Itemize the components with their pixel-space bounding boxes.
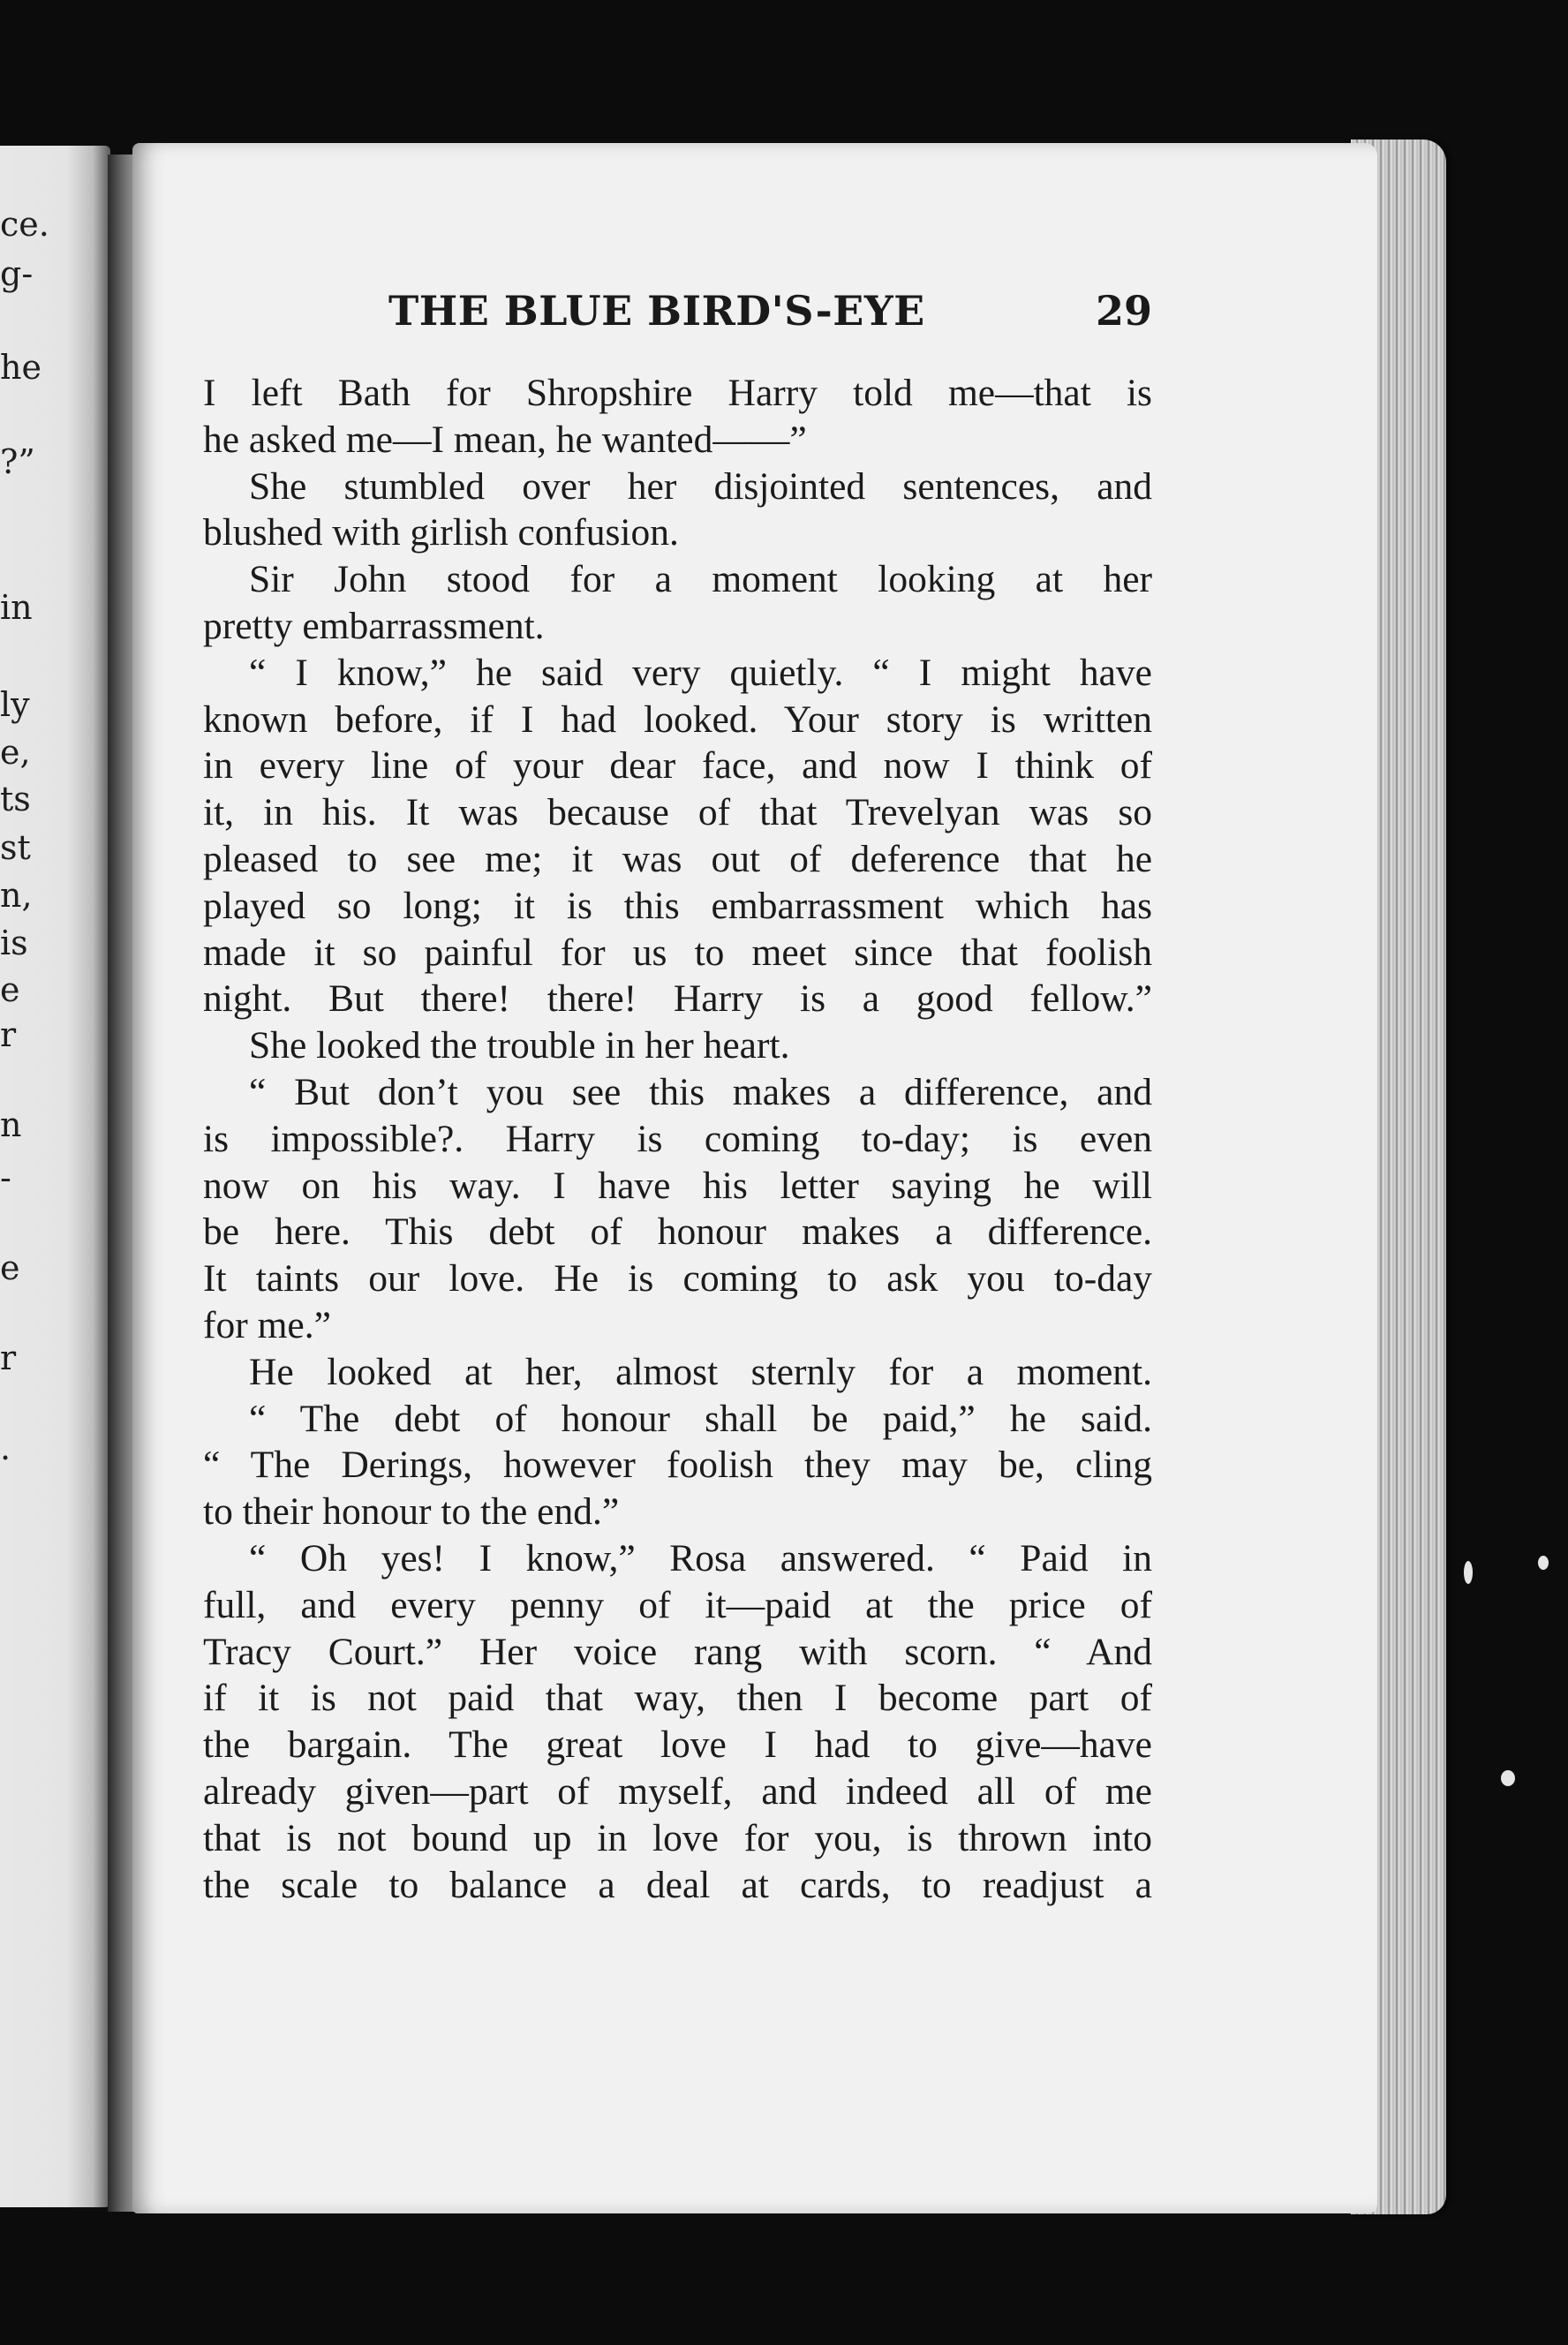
- text-line: to their honour to the end.”: [203, 1490, 620, 1534]
- dust-speck: [1501, 1770, 1515, 1786]
- text-line: She stumbled over her disjointed sentences, and: [249, 464, 1152, 508]
- text-line: Sir John stood for a moment looking at her: [249, 558, 1152, 601]
- previous-page-text-fragments: [0, 146, 110, 2207]
- dust-speck: [1464, 1561, 1473, 1584]
- page-number: 29: [1095, 287, 1152, 335]
- text-line: for me.”: [203, 1303, 331, 1346]
- previous-page-fragment: .: [0, 1428, 11, 1467]
- text-line: known before, if I had looked. Your story is written: [203, 697, 1152, 741]
- text-line: pretty embarrassment.: [203, 604, 545, 647]
- previous-page-fragment: e: [0, 970, 20, 1009]
- text-line: he asked me—I mean, he wanted——”: [203, 418, 807, 461]
- previous-page-fragment: e: [0, 1248, 20, 1287]
- previous-page-fragment: r: [0, 1015, 17, 1054]
- text-line: it, in his. It was because of that Trevelyan was so: [203, 791, 1152, 834]
- text-line: She looked the trouble in her heart.: [249, 1024, 790, 1067]
- text-line: night. But there! there! Harry is a good fellow.”: [203, 977, 1152, 1021]
- text-line: “ I know,” he said very quietly. “ I might have: [249, 651, 1152, 694]
- text-line: the scale to balance a deal at cards, to readjust a: [203, 1863, 1152, 1906]
- page-content: [203, 287, 1152, 1908]
- text-line: that is not bound up in love for you, is thrown into: [203, 1816, 1152, 1859]
- text-line: full, and every penny of it—paid at the price of: [203, 1583, 1152, 1626]
- text-line: now on his way. I have his letter saying he will: [203, 1164, 1152, 1207]
- previous-page-fragment: ts: [0, 780, 31, 819]
- text-line: It taints our love. He is coming to ask you to-day: [203, 1257, 1152, 1301]
- text-line: made it so painful for us to meet since that foolish: [203, 931, 1152, 974]
- previous-page-fragment: ly: [0, 685, 30, 724]
- text-line: “ The debt of honour shall be paid,” he said.: [249, 1397, 1152, 1440]
- text-line: “ But don’t you see this makes a difference, and: [249, 1070, 1152, 1113]
- previous-page-fragment: n,: [0, 875, 33, 915]
- text-line: pleased to see me; it was out of deference that he: [203, 837, 1152, 880]
- previous-page-fragment: r: [0, 1338, 17, 1377]
- text-line: “ The Derings, however foolish they may be, cling: [203, 1444, 1152, 1487]
- text-line: if it is not paid that way, then I become part of: [203, 1677, 1152, 1720]
- text-line: I left Bath for Shropshire Harry told me—that is: [203, 372, 1152, 414]
- text-line: blushed with girlish confusion.: [203, 511, 679, 554]
- previous-page-fragment: he: [0, 347, 41, 387]
- text-line: is impossible?. Harry is coming to-day; is even: [203, 1117, 1152, 1160]
- previous-page-fragment: ?”: [0, 441, 35, 481]
- text-line: played so long; it is this embarrassment which has: [203, 884, 1152, 927]
- text-line: be here. This debt of honour makes a difference.: [203, 1210, 1152, 1254]
- page-header: [203, 287, 1152, 358]
- text-line: already given—part of myself, and indeed all of me: [203, 1769, 1152, 1813]
- text-line: in every line of your dear face, and now I think of: [203, 744, 1152, 788]
- previous-page-fragment: e,: [0, 733, 31, 773]
- previous-page-fragment: n: [0, 1105, 22, 1144]
- running-head: THE BLUE BIRD'S-EYE: [388, 287, 925, 335]
- previous-page-fragment: g-: [0, 254, 34, 294]
- dust-speck: [1538, 1556, 1549, 1570]
- previous-page-fragment: -: [0, 1157, 11, 1197]
- previous-page: [0, 146, 110, 2207]
- previous-page-fragment: is: [0, 924, 28, 963]
- text-line: He looked at her, almost sternly for a moment.: [249, 1350, 1152, 1393]
- previous-page-fragment: st: [0, 827, 31, 867]
- text-line: “ Oh yes! I know,” Rosa answered. “ Paid in: [249, 1536, 1152, 1580]
- previous-page-fragment: ce.: [0, 205, 49, 244]
- text-line: Tracy Court.” Her voice rang with scorn. “ And: [203, 1630, 1152, 1673]
- body-text: [203, 370, 1152, 1908]
- text-line: the bargain. The great love I had to give—have: [203, 1723, 1152, 1767]
- previous-page-fragment: in: [0, 587, 33, 627]
